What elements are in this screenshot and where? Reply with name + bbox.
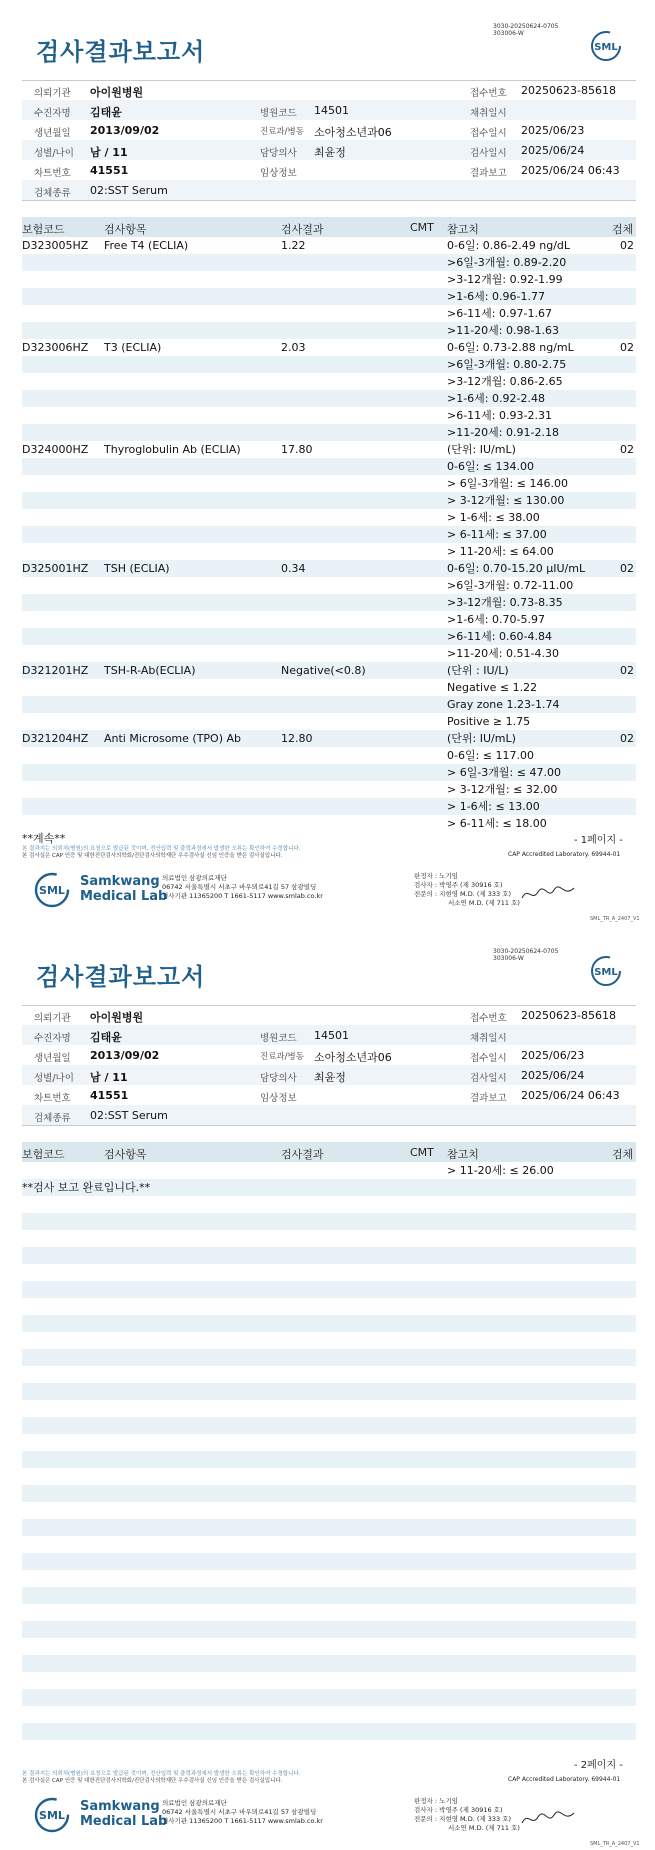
receipt-number: 20250623-85618: [521, 1009, 616, 1022]
signature-icon: [520, 884, 576, 904]
reference-range: >11-20세: 0.98-1.63: [447, 324, 559, 337]
table-row: [22, 1672, 636, 1689]
table-row: [22, 288, 636, 305]
reference-range: 0-6일: ≤ 117.00: [447, 749, 534, 762]
client-name: 아이원병원: [90, 86, 144, 99]
table-row: [22, 1162, 636, 1179]
footer-note-2: 본 검사실은 CAP 인증 및 대한진단검사의학회/진단검사의학재단 우수검사실 신임 인증을 받은 검사실입니다.: [22, 853, 283, 859]
specimen-code: 02: [620, 562, 634, 575]
table-row: [22, 1553, 636, 1570]
table-row: [22, 1349, 636, 1366]
info-row-dob: 생년월일 2013/09/02 진료과/병동 소아청소년과06 접수일시 2025/06/23: [34, 124, 585, 139]
patient-name: 김태윤: [90, 1031, 122, 1044]
table-row: [22, 679, 636, 696]
result-code: **검사 보고 완료입니다.**: [22, 1181, 151, 1194]
info-row-chart: 차트번호 41551 임상정보 결과보고 2025/06/24 06:43: [34, 1089, 620, 1104]
test-result: 2.03: [281, 341, 306, 354]
table-row: [22, 1400, 636, 1417]
results-table-page-2: [22, 1162, 636, 1757]
reference-range: >11-20세: 0.91-2.18: [447, 426, 559, 439]
table-row: [22, 509, 636, 526]
reference-range: (단위: IU/mL): [447, 732, 516, 745]
reference-range: > 3-12개월: ≤ 32.00: [447, 783, 558, 796]
table-row: [22, 1366, 636, 1383]
table-row: [22, 1502, 636, 1519]
hospital-code: 14501: [314, 104, 349, 117]
table-row: [22, 407, 636, 424]
table-row: [22, 747, 636, 764]
reference-range: >6일-3개월: 0.72-11.00: [447, 579, 574, 592]
table-row: [22, 594, 636, 611]
reference-range: >6-11세: 0.97-1.67: [447, 307, 552, 320]
table-row: [22, 1451, 636, 1468]
chart-number: 41551: [90, 1089, 129, 1102]
doctor-name: 최윤정: [314, 1071, 346, 1084]
table-row: [22, 305, 636, 322]
table-row: [22, 1298, 636, 1315]
date-of-birth: 2013/09/02: [90, 124, 160, 137]
doctor-name: 최윤정: [314, 146, 346, 159]
sex-age: 남 / 11: [90, 146, 128, 159]
table-row: [22, 424, 636, 441]
table-row: [22, 254, 636, 271]
report-title: 검사결과보고서: [36, 38, 206, 66]
table-row: [22, 441, 636, 458]
reference-range: 0-6일: 0.86-2.49 ng/dL: [447, 239, 571, 252]
table-row: [22, 1230, 636, 1247]
table-row: [22, 628, 636, 645]
report-time: 2025/06/24 06:43: [521, 164, 620, 177]
table-row: [22, 1264, 636, 1281]
footer-note-1: 본 결과지는 의뢰처(병원)의 요청으로 발급된 것이며, 전산입력 및 출력과정에서 발생한 오류는 확인하여 수정합니다.: [22, 846, 301, 852]
table-row: [22, 543, 636, 560]
results-table-page-1: [22, 237, 636, 832]
date-of-birth: 2013/09/02: [90, 1049, 160, 1062]
table-row: [22, 390, 636, 407]
sml-footer-logo-icon: [34, 1797, 70, 1833]
info-row-patient: 수진자명 김태윤 병원코드 14501 채취일시: [22, 100, 636, 120]
table-row: [22, 492, 636, 509]
reference-range: > 3-12개월: ≤ 130.00: [447, 494, 565, 507]
svg-text:SML: SML: [594, 42, 618, 53]
table-row: [22, 730, 636, 747]
table-row: [22, 713, 636, 730]
table-row: [22, 645, 636, 662]
table-row: [22, 560, 636, 577]
table-row: [22, 1519, 636, 1536]
hospital-code: 14501: [314, 1029, 349, 1042]
info-row-dob: 생년월일 2013/09/02 진료과/병동 소아청소년과06 접수일시 2025/06/23: [34, 1049, 585, 1064]
reference-range: >3-12개월: 0.92-1.99: [447, 273, 563, 286]
reference-range: > 6일-3개월: ≤ 47.00: [447, 766, 561, 779]
table-row: [22, 1570, 636, 1587]
sex-age: 남 / 11: [90, 1071, 128, 1084]
result-code: D324000HZ: [22, 443, 89, 456]
reference-range: >1-6세: 0.96-1.77: [447, 290, 545, 303]
footer-note-2: 본 검사실은 CAP 인증 및 대한진단검사의학회/진단검사의학재단 우수검사실 신임 인증을 받은 검사실입니다.: [22, 1778, 283, 1784]
table-row: [22, 1468, 636, 1485]
reference-range: >1-6세: 0.92-2.48: [447, 392, 545, 405]
reference-range: > 11-20세: ≤ 26.00: [447, 1164, 554, 1177]
reference-range: 0-6일: 0.70-15.20 μIU/mL: [447, 562, 586, 575]
specimen-type: 02:SST Serum: [90, 184, 168, 197]
footer-note-1: 본 결과지는 의뢰처(병원)의 요청으로 발급된 것이며, 전산입력 및 출력과정에서 발생한 오류는 확인하여 수정합니다.: [22, 1771, 301, 1777]
result-code: D321201HZ: [22, 664, 89, 677]
test-result: 12.80: [281, 732, 313, 745]
info-row-client: 의뢰기관 아이원병원 접수번호 20250623-85618: [34, 1009, 616, 1024]
sml-logo-icon: [590, 955, 622, 987]
signature-icon: [520, 1809, 576, 1829]
table-row: [22, 798, 636, 815]
svg-text:SML: SML: [39, 884, 65, 897]
result-code: D325001HZ: [22, 562, 89, 575]
test-time: 2025/06/24: [521, 144, 585, 157]
table-row: [22, 1621, 636, 1638]
info-bottom-border: [22, 200, 636, 201]
table-row: [22, 237, 636, 254]
lab-address: 의료법인 삼광의료재단 06742 서울특별시 서초구 바우뫼로41길 57 삼광빌딩 검사기관 11365200 T 1661-5117 www.smlab.co.kr: [162, 1799, 323, 1825]
table-row: [22, 1315, 636, 1332]
page-number: - 1페이지 -: [574, 835, 623, 846]
reference-range: (단위: IU/mL): [447, 443, 516, 456]
form-version: SML_TR_A_2407_V1: [590, 916, 640, 922]
reference-range: >11-20세: 0.51-4.30: [447, 647, 559, 660]
cap-accreditation: CAP Accredited Laboratory. 69944-01: [508, 1776, 621, 1783]
table-row: [22, 1655, 636, 1672]
chart-number: 41551: [90, 164, 129, 177]
table-row: [22, 526, 636, 543]
reference-range: >6-11세: 0.93-2.31: [447, 409, 552, 422]
document-number: 3030-20250624-0705 303006-W: [493, 948, 559, 962]
table-row: [22, 322, 636, 339]
reference-range: > 1-6세: ≤ 38.00: [447, 511, 540, 524]
table-row: [22, 1536, 636, 1553]
table-row: [22, 1434, 636, 1451]
svg-text:SML: SML: [594, 967, 618, 978]
cap-accreditation: CAP Accredited Laboratory. 69944-01: [508, 851, 621, 858]
department: 소아청소년과06: [314, 126, 392, 139]
table-row: [22, 1417, 636, 1434]
table-row: [22, 458, 636, 475]
info-row-sex-age: 성별/나이 남 / 11 담당의사 최윤정 검사일시 2025/06/24: [22, 1065, 636, 1085]
reference-range: > 1-6세: ≤ 13.00: [447, 800, 540, 813]
table-row: [22, 815, 636, 832]
table-row: [22, 1604, 636, 1621]
table-row: [22, 1383, 636, 1400]
reference-range: >3-12개월: 0.86-2.65: [447, 375, 563, 388]
table-row: [22, 696, 636, 713]
lab-address: 의료법인 삼광의료재단 06742 서울특별시 서초구 바우뫼로41길 57 삼광빌딩 검사기관 11365200 T 1661-5117 www.smlab.co.kr: [162, 874, 323, 900]
test-result: 1.22: [281, 239, 306, 252]
page-number: - 2페이지 -: [574, 1760, 623, 1771]
reference-range: >6일-3개월: 0.89-2.20: [447, 256, 567, 269]
signers-block: 판정자 : 노기임 검사자 : 박영주 (제 30916 호) 전문의 : 지현영 M.D. (제 333 호) 서소연 M.D. (제 711 호): [414, 1797, 520, 1832]
reference-range: (단위 : IU/L): [447, 664, 509, 677]
reference-range: Positive ≥ 1.75: [447, 715, 531, 728]
reference-range: > 6-11세: ≤ 37.00: [447, 528, 547, 541]
table-row: [22, 1247, 636, 1264]
reference-range: Gray zone 1.23-1.74: [447, 698, 560, 711]
specimen-code: 02: [620, 732, 634, 745]
test-item: TSH (ECLIA): [104, 562, 170, 575]
results-table-header: 보험코드 검사항목 검사결과 CMT 참고치 검체: [22, 1142, 636, 1162]
reference-range: >1-6세: 0.70-5.97: [447, 613, 545, 626]
results-table-header: 보험코드 검사항목 검사결과 CMT 참고치 검체: [22, 217, 636, 237]
table-row: [22, 1706, 636, 1723]
receipt-time: 2025/06/23: [521, 124, 585, 137]
test-item: Thyroglobulin Ab (ECLIA): [104, 443, 241, 456]
signers-block: 판정자 : 노기임 검사자 : 박영주 (제 30916 호) 전문의 : 지현영 M.D. (제 333 호) 서소연 M.D. (제 711 호): [414, 872, 520, 907]
test-time: 2025/06/24: [521, 1069, 585, 1082]
sml-footer-logo-icon: [34, 872, 70, 908]
test-item: Free T4 (ECLIA): [104, 239, 189, 252]
table-row: [22, 577, 636, 594]
table-row: [22, 475, 636, 492]
table-row: [22, 1689, 636, 1706]
table-row: [22, 373, 636, 390]
table-row: [22, 1485, 636, 1502]
table-row: [22, 1723, 636, 1740]
table-row: [22, 1213, 636, 1230]
table-row: [22, 764, 636, 781]
receipt-number: 20250623-85618: [521, 84, 616, 97]
info-row-specimen: 검체종류 02:SST Serum: [22, 1105, 636, 1125]
continued-marker: **계속**: [22, 832, 66, 845]
info-row-specimen: 검체종류 02:SST Serum: [22, 180, 636, 200]
table-row: [22, 1740, 636, 1757]
table-row: [22, 611, 636, 628]
specimen-code: 02: [620, 664, 634, 677]
info-bottom-border: [22, 1125, 636, 1126]
table-row: [22, 1196, 636, 1213]
reference-range: > 6일-3개월: ≤ 146.00: [447, 477, 568, 490]
reference-range: Negative ≤ 1.22: [447, 681, 538, 694]
result-code: D323006HZ: [22, 341, 89, 354]
table-row: [22, 1179, 636, 1196]
specimen-type: 02:SST Serum: [90, 1109, 168, 1122]
svg-text:SML: SML: [39, 1809, 65, 1822]
report-title: 검사결과보고서: [36, 963, 206, 991]
report-page-2: [0, 925, 655, 1850]
result-code: D321204HZ: [22, 732, 89, 745]
sml-logo-icon: [590, 30, 622, 62]
table-row: [22, 1587, 636, 1604]
form-version: SML_TR_A_2407_V1: [590, 1841, 640, 1847]
specimen-code: 02: [620, 341, 634, 354]
info-row-client: 의뢰기관 아이원병원 접수번호 20250623-85618: [34, 84, 616, 99]
table-row: [22, 1281, 636, 1298]
table-row: [22, 1332, 636, 1349]
result-code: D323005HZ: [22, 239, 89, 252]
brand-name: Samkwang Medical Lab: [80, 874, 168, 904]
test-result: 0.34: [281, 562, 306, 575]
test-item: Anti Microsome (TPO) Ab: [104, 732, 242, 745]
table-row: [22, 781, 636, 798]
client-name: 아이원병원: [90, 1011, 144, 1024]
brand-name: Samkwang Medical Lab: [80, 1799, 168, 1829]
reference-range: 0-6일: 0.73-2.88 ng/mL: [447, 341, 574, 354]
test-result: Negative(<0.8): [281, 664, 366, 677]
reference-range: >3-12개월: 0.73-8.35: [447, 596, 563, 609]
specimen-code: 02: [620, 239, 634, 252]
table-row: [22, 662, 636, 679]
reference-range: >6-11세: 0.60-4.84: [447, 630, 552, 643]
patient-name: 김태윤: [90, 106, 122, 119]
reference-range: > 11-20세: ≤ 64.00: [447, 545, 554, 558]
table-row: [22, 1638, 636, 1655]
report-time: 2025/06/24 06:43: [521, 1089, 620, 1102]
test-item: T3 (ECLIA): [104, 341, 162, 354]
test-item: TSH-R-Ab(ECLIA): [104, 664, 196, 677]
table-row: [22, 356, 636, 373]
reference-range: >6일-3개월: 0.80-2.75: [447, 358, 567, 371]
table-row: [22, 271, 636, 288]
specimen-code: 02: [620, 443, 634, 456]
info-row-chart: 차트번호 41551 임상정보 결과보고 2025/06/24 06:43: [34, 164, 620, 179]
department: 소아청소년과06: [314, 1051, 392, 1064]
table-row: [22, 339, 636, 356]
receipt-time: 2025/06/23: [521, 1049, 585, 1062]
reference-range: > 6-11세: ≤ 18.00: [447, 817, 547, 830]
document-number: 3030-20250624-0705 303006-W: [493, 23, 559, 37]
test-result: 17.80: [281, 443, 313, 456]
info-row-sex-age: 성별/나이 남 / 11 담당의사 최윤정 검사일시 2025/06/24: [22, 140, 636, 160]
reference-range: 0-6일: ≤ 134.00: [447, 460, 534, 473]
info-row-patient: 수진자명 김태윤 병원코드 14501 채취일시: [22, 1025, 636, 1045]
